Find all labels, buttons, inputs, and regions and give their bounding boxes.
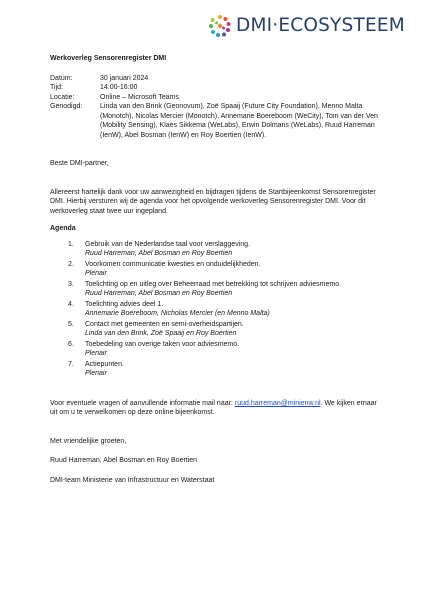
contact-paragraph — [50, 399, 380, 418]
document-body — [50, 54, 380, 485]
agenda-item — [68, 320, 380, 339]
agenda-item-number: 3. — [68, 280, 74, 288]
document-title: Werkoverleg Sensorenregister DMI — [50, 55, 167, 62]
agenda-item-text: Toelichting op en uitleg over Beheerraad met betrekking tot schrijven adviesmemo. — [85, 280, 342, 288]
agenda-item-owner: Ruud Harreman, Abel Bosman en Roy Boertien — [85, 290, 233, 297]
agenda-item-text: Contact met gemeenten en semi-overheidspartijen. — [85, 320, 244, 328]
agenda-item — [68, 340, 380, 359]
agenda-item-owner: Linda van den Brink, Zoë Spaaij en Roy Boertien — [85, 330, 237, 337]
agenda-item-number: 7. — [68, 360, 74, 368]
agenda-item-owner: Plenair — [85, 270, 107, 277]
meeting-details — [50, 74, 380, 141]
agenda-item-owner: Plenair — [85, 350, 107, 357]
agenda-item-number: 1. — [68, 240, 74, 248]
intro-paragraph: Allereerst hartelijk dank voor uw aanwezigheid en bijdragen tijdens de Startbijeenkomst Sensorenregister DMI. Hierbij versturen wij de agenda voor het opvolgende werkoverleg Sensorenregister DMI. Voor dit werkoverleg staat twee uur ingepland. — [50, 188, 376, 215]
team-signature: DMI-team Ministerie van Infrastructuur en Waterstaat — [50, 476, 215, 484]
agenda-item — [68, 300, 380, 319]
agenda-item — [68, 260, 380, 279]
meta-value-location: Online – Microsoft Teams — [100, 93, 179, 101]
meta-key-date: Datum: — [50, 74, 73, 82]
salutation: Beste DMI-partner, — [50, 160, 109, 167]
agenda-item-text: Toelichting advies deel 1. — [85, 300, 164, 308]
meta-value-time: 14:00-16:00 — [100, 84, 138, 91]
agenda-item — [68, 240, 380, 259]
signatories: Ruud Harreman, Abel Bosman en Roy Boertien — [50, 457, 198, 464]
meta-key-invited: Genodigd: — [50, 103, 83, 110]
meta-value-date: 30 januari 2024 — [100, 74, 149, 82]
contact-email-link[interactable]: ruud.harreman@minienw.nl — [234, 399, 321, 407]
agenda-item-number: 4. — [68, 300, 74, 308]
agenda-item-text: Actiepunten. — [85, 360, 124, 368]
meta-value-invited: Linda van den Brink (Geonovum), Zoë Spaaij (Future City Foundation), Menno Malta (Monotch), Nicolas Mercier (Monotch), Annemarie Boereboom (WeCity), Tom van der Ven (Mobility Sensing), Klaes Sikkema (WeLabs), Erwin Dolmans (WeLabs), Ruud Harreman (IenW), Abel Bosman (IenW) en Roy Boertien (IenW). — [100, 103, 378, 139]
agenda-item — [68, 280, 380, 299]
logo-text: DMI·ECOSYSTEEM — [236, 15, 405, 36]
contact-text: Voor eventuele vragen of aanvullende informatie mail naar: — [50, 399, 233, 407]
dmi-dots-icon — [208, 14, 232, 38]
agenda-item-owner: Annemarie Boereboom, Nicholas Mercier (en Menno Malta) — [85, 310, 270, 317]
agenda-list — [50, 240, 380, 379]
agenda-item-text: Voorkomen communicatie kwesties en onduidelijkheden. — [85, 260, 261, 268]
agenda-item-number: 5. — [68, 320, 74, 328]
dmi-logo — [208, 14, 405, 38]
closing: Met vriendelijke groeten, — [50, 437, 127, 445]
agenda-item-text: Gebruik van de Nederlandse taal voor verslaggeving. — [85, 240, 250, 248]
agenda-item-owner: Ruud Harreman, Abel Bosman en Roy Boertien — [85, 250, 233, 257]
agenda-item-number: 2. — [68, 260, 74, 268]
agenda-item-owner: Plenair — [85, 370, 107, 377]
meta-key-time: Tijd: — [50, 84, 63, 91]
agenda-heading: Agenda — [50, 225, 76, 232]
agenda-item-number: 6. — [68, 340, 74, 348]
contact-text-after: . We kijken ernaar uit om u te verwelkomen op deze online bijeenkomst. — [50, 399, 377, 416]
agenda-item-text: Toebedeling van overige taken voor adviesmemo. — [85, 340, 240, 348]
agenda-item — [68, 360, 380, 379]
meta-key-location: Locatie: — [50, 93, 75, 101]
